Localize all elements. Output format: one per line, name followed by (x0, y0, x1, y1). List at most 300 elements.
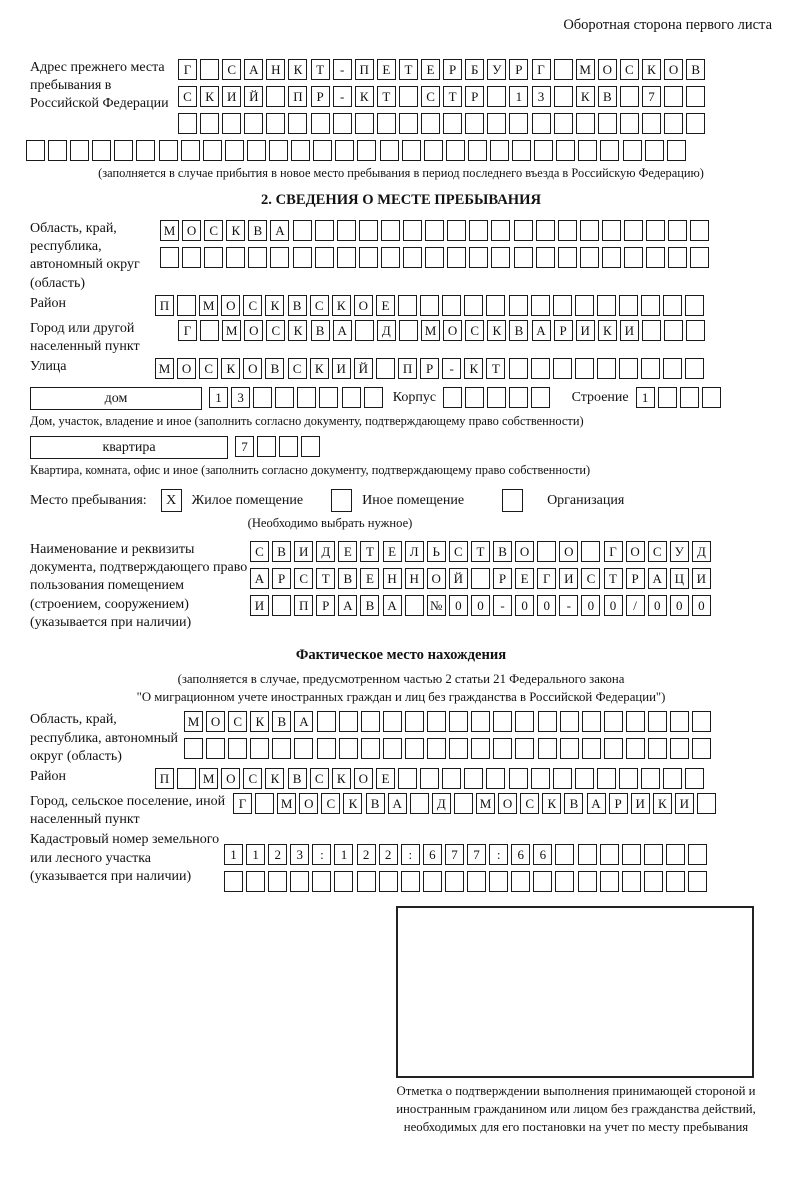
char-cell: Т (486, 358, 505, 379)
char-cell (554, 59, 573, 80)
char-cell (337, 220, 356, 241)
registration-stamp-area (396, 906, 754, 1078)
char-cell: Т (443, 86, 462, 107)
actual-location-title: Фактическое место нахождения (295, 647, 507, 664)
char-cell (626, 711, 645, 732)
char-cell: 0 (648, 595, 667, 616)
char-cell (622, 871, 641, 892)
char-cell (222, 113, 241, 134)
char-cell (317, 738, 336, 759)
char-cell: С (228, 711, 247, 732)
option-organizaciya-label: Организация (547, 492, 625, 508)
char-cell (575, 358, 594, 379)
char-cell (536, 220, 555, 241)
char-cell (291, 140, 310, 161)
char-cell: С (266, 320, 285, 341)
checkbox-inoe (331, 489, 352, 512)
char-cell (224, 871, 243, 892)
char-cell (668, 247, 687, 268)
char-cell (449, 711, 468, 732)
char-cell (266, 86, 285, 107)
char-cell (578, 844, 597, 865)
char-cell: С (243, 295, 262, 316)
actual-location-note-1: (заполняется в случае, предусмотренном частью 2 статьи 21 Федерального закона (177, 671, 625, 686)
char-cell: Е (376, 295, 395, 316)
char-cell (664, 86, 683, 107)
char-cell: С (465, 320, 484, 341)
char-cell (576, 113, 595, 134)
option-zhiloe-label: Жилое помещение (191, 492, 304, 508)
char-cell: К (576, 86, 595, 107)
char-cell: 0 (537, 595, 556, 616)
char-cell (355, 320, 374, 341)
char-cell (447, 220, 466, 241)
char-cell (275, 387, 294, 408)
char-cell (575, 768, 594, 789)
char-cell: Г (537, 568, 556, 589)
char-cell (376, 358, 395, 379)
char-cell (645, 140, 664, 161)
char-cell: М (160, 220, 179, 241)
char-cell (514, 220, 533, 241)
char-cell (420, 768, 439, 789)
char-cell: Г (532, 59, 551, 80)
char-cell: Д (316, 541, 335, 562)
char-cell (405, 595, 424, 616)
actual-city-block (30, 793, 772, 829)
char-cell (597, 768, 616, 789)
char-cell: С (310, 768, 329, 789)
actual-city-row (233, 793, 719, 814)
char-cell (686, 86, 705, 107)
char-cell (624, 247, 643, 268)
char-cell (359, 247, 378, 268)
char-cell: Д (377, 320, 396, 341)
char-cell (600, 844, 619, 865)
char-cell (467, 871, 486, 892)
char-cell: Т (377, 86, 396, 107)
char-cell (493, 738, 512, 759)
char-cell: Р (626, 568, 645, 589)
char-cell: К (288, 59, 307, 80)
char-cell (203, 140, 222, 161)
char-cell (334, 871, 353, 892)
char-cell: К (221, 358, 240, 379)
char-cell: Е (377, 59, 396, 80)
char-cell (381, 220, 400, 241)
char-cell: В (272, 541, 291, 562)
char-cell: Р (443, 59, 462, 80)
char-cell: С (620, 59, 639, 80)
district-block (30, 295, 772, 316)
korpus-label: Корпус (392, 390, 437, 406)
house-number-row (209, 387, 386, 408)
char-cell (257, 436, 276, 457)
char-cell (159, 140, 178, 161)
char-cell (560, 738, 579, 759)
actual-region-row-1 (184, 711, 714, 732)
char-cell (490, 140, 509, 161)
house-footnote: Дом, участок, владение и иное (заполнить согласно документу, подтверждающему право собственности) (30, 414, 584, 429)
char-cell (580, 220, 599, 241)
char-cell (555, 871, 574, 892)
char-cell (509, 113, 528, 134)
char-cell: Е (376, 768, 395, 789)
stamp-caption: Отметка о подтверждении выполнения принимающей стороной и иностранным гражданином или лицом без гражданства действий, необходимых для его постановки на учет по месту пребывания (396, 1084, 756, 1135)
char-cell: В (311, 320, 330, 341)
street-block (30, 358, 772, 379)
char-cell: В (598, 86, 617, 107)
prev-address-row-3 (178, 113, 708, 134)
actual-region-label: Область, край, республика, автономный округ (область) (30, 712, 179, 764)
char-cell: Ц (670, 568, 689, 589)
char-cell (536, 247, 555, 268)
checkbox-organizaciya (502, 489, 523, 512)
char-cell (512, 140, 531, 161)
char-cell (554, 113, 573, 134)
char-cell (399, 113, 418, 134)
char-cell (641, 768, 660, 789)
char-cell (449, 738, 468, 759)
char-cell (670, 738, 689, 759)
option-inoe-label: Иное помещение (362, 492, 465, 508)
char-cell: В (248, 220, 267, 241)
char-cell (670, 711, 689, 732)
char-cell: П (155, 295, 174, 316)
stroenie-label: Строение (571, 390, 629, 406)
char-cell: С (294, 568, 313, 589)
char-cell: А (532, 320, 551, 341)
char-cell: М (199, 768, 218, 789)
char-cell (624, 220, 643, 241)
char-cell (425, 220, 444, 241)
char-cell: А (338, 595, 357, 616)
char-cell (642, 113, 661, 134)
char-cell (537, 541, 556, 562)
char-cell (509, 295, 528, 316)
prev-address-overflow-row (26, 140, 772, 161)
char-cell: И (294, 541, 313, 562)
char-cell (664, 320, 683, 341)
char-cell: Е (360, 568, 379, 589)
char-cell: 0 (692, 595, 711, 616)
char-cell (600, 140, 619, 161)
char-cell (383, 738, 402, 759)
char-cell (468, 140, 487, 161)
char-cell (471, 738, 490, 759)
char-cell (685, 768, 704, 789)
char-cell (268, 871, 287, 892)
char-cell (534, 140, 553, 161)
char-cell (70, 140, 89, 161)
char-cell (270, 247, 289, 268)
char-cell (294, 738, 313, 759)
char-cell: Г (233, 793, 252, 814)
char-cell (443, 113, 462, 134)
char-cell (380, 140, 399, 161)
char-cell: 2 (268, 844, 287, 865)
char-cell (619, 768, 638, 789)
district-row (155, 295, 707, 316)
char-cell: К (310, 358, 329, 379)
char-cell (553, 768, 572, 789)
char-cell (469, 247, 488, 268)
char-cell: О (182, 220, 201, 241)
char-cell: Й (449, 568, 468, 589)
char-cell (487, 113, 506, 134)
char-cell: - (333, 86, 352, 107)
char-cell (383, 711, 402, 732)
char-cell (555, 844, 574, 865)
region-row-1 (160, 220, 712, 241)
char-cell (364, 387, 383, 408)
char-cell: М (277, 793, 296, 814)
char-cell (226, 247, 245, 268)
char-cell (664, 113, 683, 134)
char-cell (465, 387, 484, 408)
char-cell: К (226, 220, 245, 241)
char-cell (464, 768, 483, 789)
char-cell: М (155, 358, 174, 379)
char-cell (446, 140, 465, 161)
char-cell: Й (354, 358, 373, 379)
char-cell (493, 711, 512, 732)
char-cell (578, 140, 597, 161)
char-cell (658, 387, 677, 408)
char-cell (646, 247, 665, 268)
char-cell: 3 (532, 86, 551, 107)
char-cell: И (692, 568, 711, 589)
prev-address-label: Адрес прежнего места пребывания в Российской Федерации (30, 59, 169, 111)
char-cell: К (642, 59, 661, 80)
char-cell: 0 (581, 595, 600, 616)
char-cell (602, 220, 621, 241)
char-cell: О (598, 59, 617, 80)
char-cell (666, 844, 685, 865)
char-cell: Е (421, 59, 440, 80)
char-cell (427, 711, 446, 732)
char-cell: № (427, 595, 446, 616)
char-cell (357, 140, 376, 161)
char-cell: 1 (509, 86, 528, 107)
char-cell: : (401, 844, 420, 865)
char-cell (663, 358, 682, 379)
char-cell: К (288, 320, 307, 341)
char-cell: А (388, 793, 407, 814)
char-cell: О (206, 711, 225, 732)
char-cell: Р (465, 86, 484, 107)
char-cell: 6 (423, 844, 442, 865)
char-cell (200, 59, 219, 80)
document-block (30, 541, 772, 632)
char-cell (509, 387, 528, 408)
char-cell (471, 711, 490, 732)
char-cell: 6 (511, 844, 530, 865)
char-cell (405, 711, 424, 732)
char-cell: Р (509, 59, 528, 80)
char-cell (560, 711, 579, 732)
char-cell: М (199, 295, 218, 316)
char-cell (469, 220, 488, 241)
char-cell: В (288, 768, 307, 789)
char-cell: А (587, 793, 606, 814)
char-cell (420, 295, 439, 316)
house-block (30, 387, 772, 410)
char-cell (619, 358, 638, 379)
char-cell: 2 (357, 844, 376, 865)
char-cell: Г (178, 320, 197, 341)
char-cell (377, 113, 396, 134)
char-cell: 6 (533, 844, 552, 865)
char-cell (405, 738, 424, 759)
char-cell: В (265, 358, 284, 379)
char-cell (342, 387, 361, 408)
char-cell: О (221, 295, 240, 316)
char-cell (184, 738, 203, 759)
char-cell: С (321, 793, 340, 814)
char-cell: О (244, 320, 263, 341)
char-cell (200, 320, 219, 341)
char-cell: М (184, 711, 203, 732)
char-cell: И (631, 793, 650, 814)
char-cell: - (442, 358, 461, 379)
char-cell (623, 140, 642, 161)
char-cell (491, 220, 510, 241)
char-cell (250, 738, 269, 759)
char-cell: А (383, 595, 402, 616)
char-cell (272, 738, 291, 759)
district-label: Район (30, 295, 66, 311)
char-cell (622, 844, 641, 865)
char-cell (114, 140, 133, 161)
char-cell (509, 358, 528, 379)
char-cell: П (155, 768, 174, 789)
char-cell: К (653, 793, 672, 814)
char-cell (333, 113, 352, 134)
char-cell: П (355, 59, 374, 80)
char-cell: Й (244, 86, 263, 107)
char-cell (266, 113, 285, 134)
char-cell (619, 295, 638, 316)
char-cell (427, 738, 446, 759)
char-cell: С (288, 358, 307, 379)
char-cell (648, 738, 667, 759)
char-cell: Т (399, 59, 418, 80)
char-cell (225, 140, 244, 161)
stay-type-block (30, 489, 772, 512)
char-cell: В (288, 295, 307, 316)
char-cell (269, 140, 288, 161)
actual-district-block (30, 768, 772, 789)
char-cell: А (270, 220, 289, 241)
char-cell (648, 711, 667, 732)
document-label: Наименование и реквизиты документа, подтверждающего право пользования помещением (строением, сооружением) (указывается при наличии) (30, 542, 248, 630)
char-cell (690, 247, 709, 268)
document-row-2 (250, 568, 714, 589)
char-cell (398, 768, 417, 789)
char-cell (355, 113, 374, 134)
char-cell: К (332, 295, 351, 316)
char-cell (361, 738, 380, 759)
char-cell: К (265, 295, 284, 316)
char-cell (600, 871, 619, 892)
prev-address-row-2 (178, 86, 708, 107)
char-cell: С (648, 541, 667, 562)
char-cell (255, 793, 274, 814)
char-cell (178, 113, 197, 134)
char-cell (315, 220, 334, 241)
char-cell: Т (311, 59, 330, 80)
char-cell: В (509, 320, 528, 341)
char-cell (311, 113, 330, 134)
char-cell: М (476, 793, 495, 814)
char-cell (642, 320, 661, 341)
char-cell (646, 220, 665, 241)
region-label: Область, край, республика, автономный округ (область) (30, 221, 140, 291)
char-cell (489, 871, 508, 892)
char-cell: 1 (209, 387, 228, 408)
char-cell: К (332, 768, 351, 789)
char-cell: М (576, 59, 595, 80)
char-cell (604, 738, 623, 759)
char-cell: Д (692, 541, 711, 562)
char-cell (313, 140, 332, 161)
char-cell (509, 768, 528, 789)
char-cell (445, 871, 464, 892)
char-cell: О (221, 768, 240, 789)
char-cell (410, 793, 429, 814)
char-cell (312, 871, 331, 892)
char-cell (335, 140, 354, 161)
char-cell: 3 (231, 387, 250, 408)
char-cell: 7 (467, 844, 486, 865)
char-cell (692, 738, 711, 759)
char-cell (533, 871, 552, 892)
city-label: Город или другой населенный пункт (30, 320, 140, 355)
stroenie-row (636, 387, 724, 408)
char-cell (690, 220, 709, 241)
char-cell: С (222, 59, 241, 80)
char-cell (554, 86, 573, 107)
char-cell: О (664, 59, 683, 80)
document-row-1 (250, 541, 714, 562)
char-cell (246, 871, 265, 892)
char-cell (667, 140, 686, 161)
char-cell: И (620, 320, 639, 341)
char-cell: Г (178, 59, 197, 80)
char-cell (402, 140, 421, 161)
char-cell: 7 (642, 86, 661, 107)
char-cell (558, 247, 577, 268)
cadastre-block (30, 831, 772, 892)
char-cell (487, 387, 506, 408)
char-cell (532, 113, 551, 134)
char-cell (26, 140, 45, 161)
char-cell: 1 (636, 387, 655, 408)
char-cell: К (250, 711, 269, 732)
region-block (30, 220, 772, 293)
char-cell (301, 436, 320, 457)
char-cell (339, 738, 358, 759)
char-cell: С (520, 793, 539, 814)
char-cell (357, 871, 376, 892)
char-cell (454, 793, 473, 814)
char-cell (580, 247, 599, 268)
char-cell (339, 711, 358, 732)
char-cell: Е (338, 541, 357, 562)
apartment-footnote: Квартира, комната, офис и иное (заполнить согласно документу, подтверждающему право собственности) (30, 463, 591, 478)
char-cell (538, 738, 557, 759)
